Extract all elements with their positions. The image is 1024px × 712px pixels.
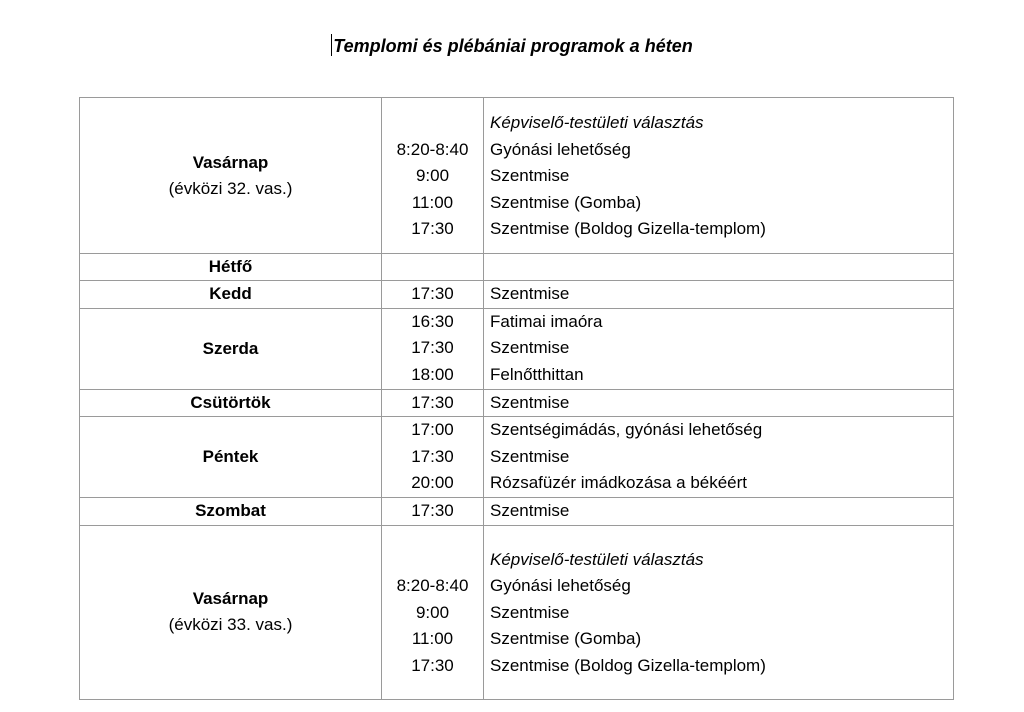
time-value: 11:00 — [411, 192, 454, 212]
time-cell — [382, 308, 484, 389]
time-cell — [382, 281, 484, 309]
table-row — [80, 525, 954, 699]
time-value: 17:30 — [411, 446, 454, 466]
table-row — [80, 98, 954, 254]
day-name: Péntek — [202, 447, 259, 466]
program-cell — [484, 417, 954, 498]
program-cell — [484, 308, 954, 389]
program-item: Fatimai imaóra — [490, 311, 603, 331]
time-value: 8:20-8:40 — [396, 139, 469, 159]
program-item: Szentségimádás, gyónási lehetőség — [490, 420, 763, 440]
day-name: Kedd — [209, 284, 252, 304]
day-name: Szerda — [202, 338, 259, 358]
day-name: Vasárnap — [192, 152, 269, 172]
program-item: Szentmise (Gomba) — [490, 192, 642, 212]
title-text: Templomi és plébániai programok a héten — [333, 36, 693, 56]
day-cell — [80, 254, 382, 281]
program-cell — [484, 281, 954, 309]
time-cell — [382, 254, 484, 281]
day-cell — [80, 498, 382, 526]
program-item: Szentmise — [490, 392, 570, 412]
day-cell — [80, 389, 382, 417]
day-cell — [80, 98, 382, 254]
program-cell — [484, 389, 954, 417]
program-note: Képviselő-testületi választás — [490, 549, 704, 569]
program-item: Szentmise — [490, 602, 570, 622]
time-cell — [382, 417, 484, 498]
day-cell — [80, 417, 382, 498]
time-value: 9:00 — [415, 602, 450, 622]
program-item: Szentmise — [490, 501, 570, 520]
table-row — [80, 389, 954, 417]
time-value: 17:30 — [411, 392, 454, 412]
time-cell — [382, 525, 484, 699]
day-name: Vasárnap — [192, 589, 269, 608]
table-row — [80, 498, 954, 526]
program-cell — [484, 498, 954, 526]
program-item: Gyónási lehetőség — [490, 139, 631, 159]
time-value: 8:20-8:40 — [396, 576, 469, 596]
program-item: Gyónási lehetőség — [490, 576, 631, 596]
time-cell — [382, 389, 484, 417]
table-row — [80, 254, 954, 281]
day-name: Csütörtök — [190, 392, 271, 412]
program-item: Rózsafüzér imádkozása a békéért — [490, 473, 748, 493]
program-cell — [484, 525, 954, 699]
time-cell — [382, 98, 484, 254]
time-value: 17:30 — [411, 501, 454, 520]
time-value: 17:30 — [411, 655, 454, 675]
table-row — [80, 417, 954, 498]
day-name: Szombat — [195, 501, 266, 521]
time-value: 17:30 — [411, 284, 454, 303]
time-value: 16:30 — [411, 311, 454, 331]
time-value: 9:00 — [415, 166, 450, 186]
program-item: Szentmise (Boldog Gizella-templom) — [490, 655, 766, 675]
table-row — [80, 281, 954, 309]
day-subtitle: (évközi 32. vas.) — [168, 178, 293, 198]
time-value: 17:30 — [411, 219, 454, 239]
program-item: Felnőtthittan — [490, 364, 584, 384]
program-item: Szentmise (Gomba) — [490, 629, 642, 649]
day-cell — [80, 525, 382, 699]
time-value: 18:00 — [411, 364, 454, 384]
table-row — [80, 308, 954, 389]
day-subtitle: (évközi 33. vas.) — [168, 615, 293, 634]
schedule-table — [79, 97, 954, 700]
program-cell — [484, 254, 954, 281]
time-value: 17:30 — [411, 338, 454, 358]
day-cell — [80, 281, 382, 309]
program-item: Szentmise (Boldog Gizella-templom) — [490, 219, 766, 239]
program-item: Szentmise — [490, 446, 570, 466]
page-title — [0, 34, 1024, 57]
program-item: Szentmise — [490, 284, 570, 303]
program-item: Szentmise — [490, 338, 570, 358]
time-value: 17:00 — [411, 420, 454, 440]
time-value: 20:00 — [411, 473, 454, 493]
day-name: Hétfő — [208, 257, 253, 276]
program-item: Szentmise — [490, 166, 570, 186]
program-note: Képviselő-testületi választás — [490, 113, 704, 133]
time-cell — [382, 498, 484, 526]
time-value: 11:00 — [411, 629, 454, 649]
day-cell — [80, 308, 382, 389]
program-cell — [484, 98, 954, 254]
